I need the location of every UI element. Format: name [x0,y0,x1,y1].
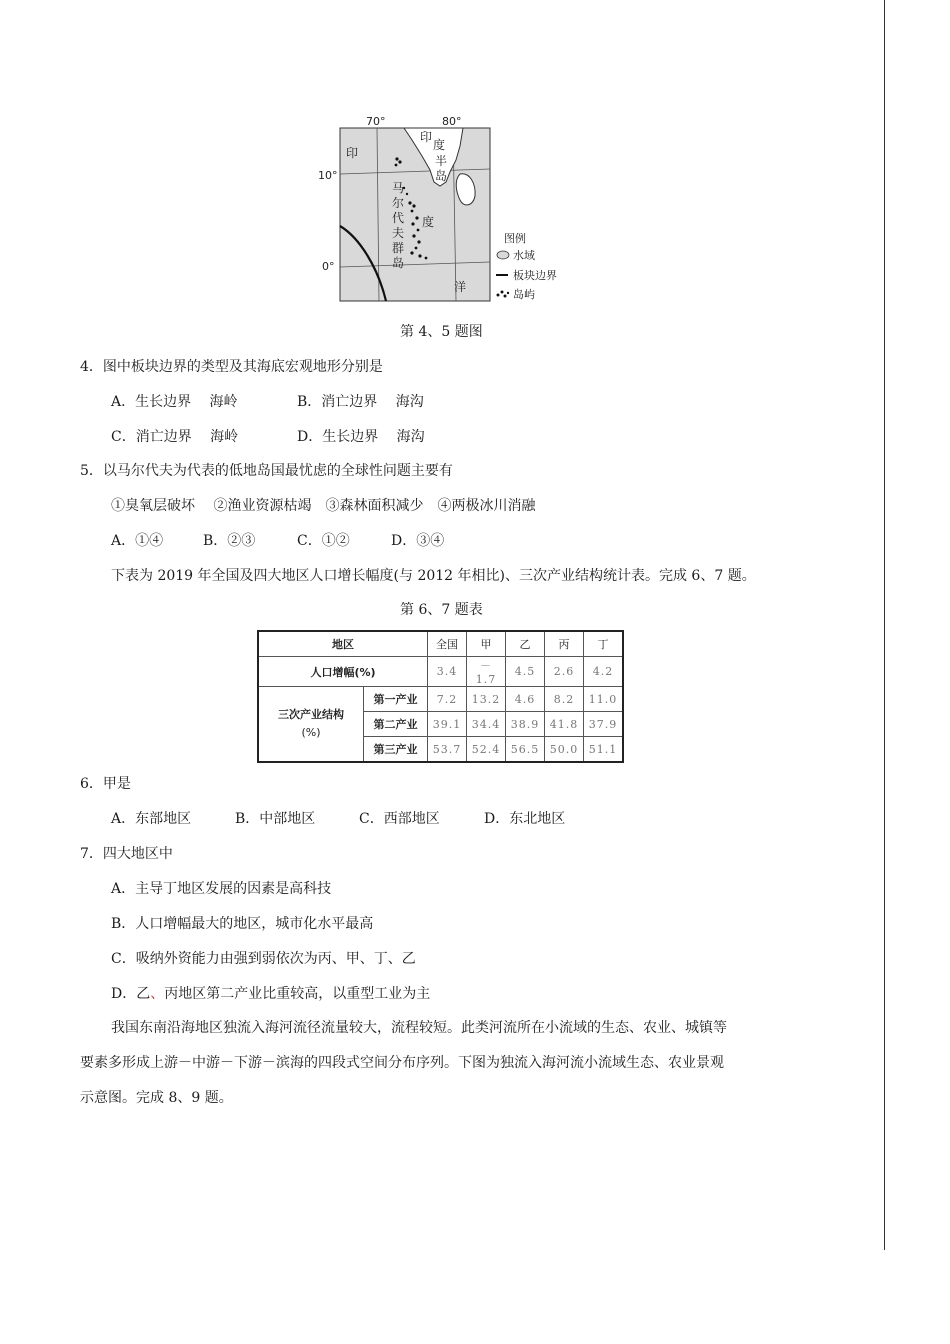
lat-label-0: 0° [322,260,335,273]
peninsula-char-1: 印 [420,130,433,144]
passage-8-9-line-1: 我国东南沿海地区独流入海河流径流量较大，流程较短。此类河流所在小流域的生态、农业、城镇等 [111,1020,727,1036]
figure-caption: 第 4、5 题图 [400,324,483,340]
col-header: 甲 [467,631,506,657]
q5-stem: 5．以马尔代夫为代表的低地岛国最忧虑的全球性问题主要有 [80,463,453,479]
maldives-char-6: 岛 [392,256,405,270]
q5-items: ①臭氧层破坏 ②渔业资源枯竭 ③森林面积减少 ④两极冰川消融 [111,498,536,514]
cell: 11.0 [584,687,624,712]
q7-option-d-mark: 、 [150,986,165,1002]
page-right-rule [884,0,885,1250]
cell: －1.7 [467,657,506,687]
cell: 50.0 [545,737,584,763]
row-label: 第一产业 [364,687,428,712]
legend-title: 图例 [504,232,526,245]
col-header: 丁 [584,631,624,657]
cell: 38.9 [506,712,545,737]
maldives-char-3: 代 [392,211,405,225]
map-frame [340,128,490,301]
cell: 41.8 [545,712,584,737]
q4-option-b[interactable]: B．消亡边界 海沟 [297,394,424,410]
legend-water-label: 水域 [513,249,535,262]
cell: 37.9 [584,712,624,737]
q7-option-d-prefix: D．乙 [111,986,151,1002]
maldives-char-5: 群 [392,241,405,255]
lat-label-10: 10° [318,169,338,182]
maldives-char-2: 尔 [392,196,405,210]
legend-boundary-label: 板块边界 [513,269,557,282]
struct-label: 三次产业结构 [278,708,344,721]
q7-option-c[interactable]: C．吸纳外资能力由强到弱依次为丙、甲、丁、乙 [111,951,416,967]
maldives-char-1: 马 [392,181,405,195]
passage-8-9-line-3: 示意图。完成 8、9 题。 [80,1090,233,1106]
struct-label-cell [258,687,364,763]
peninsula-char-2: 度 [433,138,446,152]
cell: 4.5 [506,657,545,687]
q4-option-c[interactable]: C．消亡边界 海岭 [111,429,239,445]
cell: 7.2 [428,687,467,712]
q7-option-a[interactable]: A．主导丁地区发展的因素是高科技 [111,881,332,897]
cell: 34.4 [467,712,506,737]
q6-option-b[interactable]: B．中部地区 [235,811,316,827]
q5-option-a[interactable]: A．①④ [111,533,164,549]
q4-option-a[interactable]: A．生长边界 海岭 [111,394,238,410]
maldives-map-figure [300,108,600,308]
passage-8-9-line-2: 要素多形成上游－中游－下游－滨海的四段式空间分布序列。下图为独流入海河流小流域生态、农业景观 [80,1055,724,1071]
q6-stem: 6．甲是 [80,776,131,792]
cell: 13.2 [467,687,506,712]
peninsula-char-3: 半 [435,154,448,168]
col-header: 乙 [506,631,545,657]
lon-label-80: 80° [442,115,462,128]
table-row-primary [258,687,623,712]
cell: 3.4 [428,657,467,687]
maldives-char-4: 夫 [392,226,405,240]
header-region: 地区 [258,631,428,657]
legend-islands-label: 岛屿 [513,288,535,301]
struct-unit: (%) [301,726,321,739]
q6-option-c[interactable]: C．西部地区 [359,811,440,827]
q5-option-b[interactable]: B．②③ [203,533,256,549]
col-header: 丙 [545,631,584,657]
cell: 51.1 [584,737,624,763]
q7-stem: 7．四大地区中 [80,846,173,862]
q5-option-d[interactable]: D．③④ [391,533,445,549]
table-caption: 第 6、7 题表 [400,602,483,618]
legend-water-swatch [497,251,509,259]
map-svg [300,108,600,308]
cell: 8.2 [545,687,584,712]
pop-label: 人口增幅(%) [258,657,428,687]
col-header: 全国 [428,631,467,657]
cell: 4.6 [506,687,545,712]
region-label-yang: 洋 [454,280,467,294]
legend-islands-swatch [497,291,510,298]
q6-option-a[interactable]: A．东部地区 [111,811,192,827]
cell: 52.4 [467,737,506,763]
cell: 2.6 [545,657,584,687]
lon-label-70: 70° [366,115,386,128]
statistics-table [257,630,624,763]
q7-option-b[interactable]: B．人口增幅最大的地区，城市化水平最高 [111,916,374,932]
cell: 56.5 [506,737,545,763]
q4-stem: 4．图中板块边界的类型及其海底宏观地形分别是 [80,359,383,375]
cell: 4.2 [584,657,624,687]
q7-option-d-rest: 丙地区第二产业比重较高，以重型工业为主 [164,986,431,1002]
row-label: 第三产业 [364,737,428,763]
q6-option-d[interactable]: D．东北地区 [484,811,566,827]
q5-option-c[interactable]: C．①② [297,533,350,549]
cell: 39.1 [428,712,467,737]
region-label-du: 度 [422,215,435,229]
q7-option-d[interactable] [111,984,430,1004]
peninsula-char-4: 岛 [435,169,448,183]
row-label: 第二产业 [364,712,428,737]
region-label-yin: 印 [346,146,359,160]
q4-option-d[interactable]: D．生长边界 海沟 [297,429,425,445]
intro-6-7: 下表为 2019 年全国及四大地区人口增长幅度(与 2012 年相比)、三次产业结构统计表。完成 6、7 题。 [111,568,756,584]
cell: 53.7 [428,737,467,763]
table-row-pop [258,657,623,687]
